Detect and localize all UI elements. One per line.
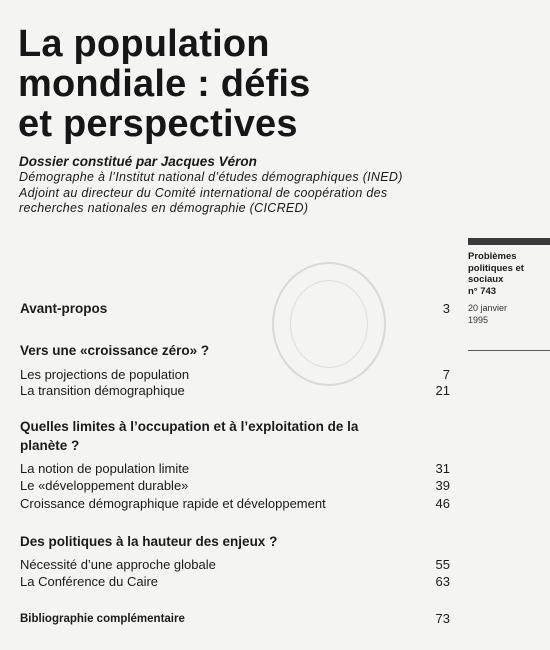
toc-entry — [20, 557, 450, 575]
toc-label: La transition démographique — [20, 383, 185, 398]
toc-entry-avant-propos — [20, 301, 450, 319]
toc-page-number: 21 — [435, 383, 450, 398]
toc-page-number: 31 — [435, 461, 450, 476]
toc-label: Avant-propos — [20, 301, 108, 316]
sidebar-rule — [468, 238, 550, 245]
author-affiliation-3: recherches nationales en démographie (CICRED) — [19, 201, 309, 215]
toc-page-number: 46 — [435, 496, 450, 511]
series-sidebar — [468, 238, 550, 351]
toc-label: La Conférence du Caire — [20, 574, 159, 589]
author-affiliation-1: Démographe à l’Institut national d’études démographiques (INED) — [19, 170, 403, 184]
toc-page-number: 3 — [442, 301, 450, 316]
toc-entry — [20, 461, 450, 479]
document-title: La population mondiale : défis et perspectives — [18, 23, 311, 145]
author-line: Dossier constitué par Jacques Véron — [19, 154, 257, 169]
toc-section-heading-3: Des politiques à la hauteur des enjeux ? — [20, 534, 278, 549]
toc-entry — [20, 574, 450, 592]
toc-label: Nécessité d’une approche globale — [20, 557, 216, 572]
toc-section-heading-1: Vers une «croissance zéro» ? — [20, 343, 210, 358]
series-name: Problèmes politiques et sociaux n° 743 — [468, 251, 524, 297]
toc-label: Les projections de population — [20, 367, 190, 382]
toc-label: Bibliographie complémentaire — [20, 613, 185, 625]
toc-entry — [20, 496, 450, 514]
toc-page-number: 63 — [435, 574, 450, 589]
toc-label: Le «développement durable» — [20, 478, 189, 493]
toc-section-heading-2: Quelles limites à l’occupation et à l’exploitation de la planète ? — [20, 419, 359, 453]
credits-block — [19, 154, 459, 217]
toc-page-number: 55 — [435, 557, 450, 572]
toc-entry — [20, 478, 450, 496]
toc-entry-bibliographie — [20, 611, 450, 629]
author-affiliation-2: Adjoint au directeur du Comité international de coopération des — [19, 185, 388, 200]
toc-page-number: 7 — [442, 367, 450, 382]
toc-page-number: 39 — [435, 478, 450, 493]
toc-label: Croissance démographique rapide et développement — [20, 496, 326, 511]
toc-label: La notion de population limite — [20, 461, 190, 476]
toc-page-number: 73 — [435, 611, 450, 626]
publication-date: 20 janvier 1995 — [468, 303, 550, 351]
toc-entry — [20, 383, 450, 401]
